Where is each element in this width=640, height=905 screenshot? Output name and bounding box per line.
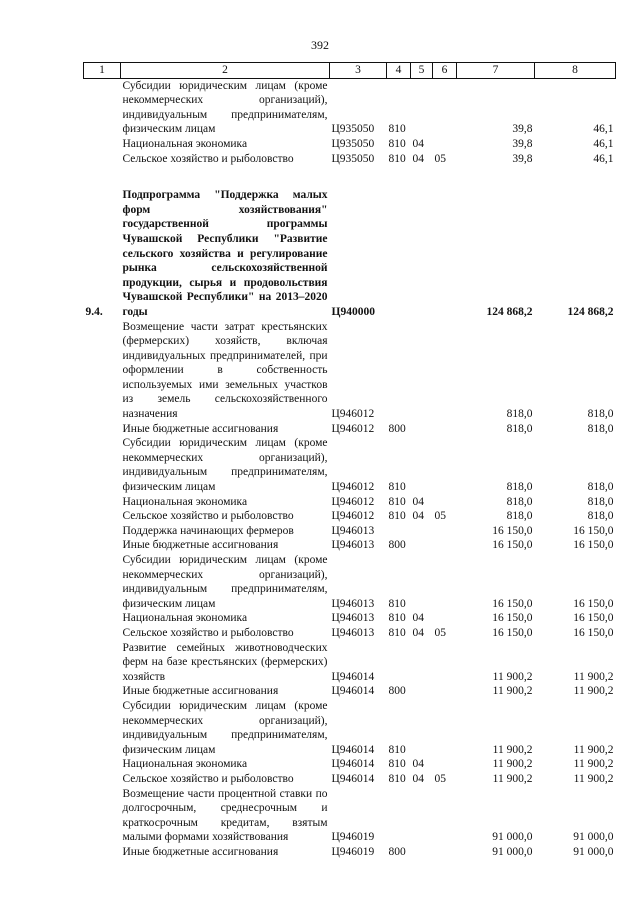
table-row [84, 495, 616, 510]
item-name: Подпрограмма "Поддержка малых форм хозяйствования" государственной программы Чувашской Республики "Развитие сельского хозяйства и регулирование рынка сельскохозяйственной продукции, сырья и продовольствия Чувашской Республики" на 2013–2020 годы [122, 189, 328, 318]
table-row [84, 137, 616, 152]
amount-year-1: 91 000,0 [492, 845, 533, 858]
subsection-code [433, 137, 457, 152]
subsection-code [433, 684, 457, 699]
table-row [84, 509, 616, 524]
column-number-2: 2 [121, 63, 330, 79]
target-article-code: Ц935050 [331, 137, 375, 150]
subsection-code [433, 495, 457, 510]
expense-type-code: 810 [388, 597, 406, 610]
expense-type-code: 810 [388, 137, 406, 150]
item-number [84, 553, 121, 611]
table-row [84, 188, 616, 319]
amount-year-2: 11 900,2 [573, 772, 614, 785]
target-article-code: Ц946014 [331, 685, 375, 698]
section-code [411, 787, 433, 845]
column-number-6: 6 [433, 63, 457, 79]
subsection-code: 05 [434, 772, 446, 785]
subsection-code [433, 699, 457, 757]
column-number-5: 5 [411, 63, 433, 79]
item-name: Субсидии юридическим лицам (кроме некоммерческих организаций), индивидуальным предпринимателям, физическим лицам [122, 79, 328, 136]
amount-year-1: 11 900,2 [492, 685, 533, 698]
amount-year-1: 16 150,0 [492, 597, 533, 610]
item-name: Национальная экономика [122, 758, 248, 771]
subsection-code [433, 553, 457, 611]
subsection-code [433, 524, 457, 539]
amount-year-1: 16 150,0 [492, 612, 533, 625]
item-name: Субсидии юридическим лицам (кроме некоммерческих организаций), индивидуальным предпринимателям, физическим лицам [122, 554, 328, 610]
expense-type-code [387, 188, 411, 319]
amount-year-2: 46,1 [593, 152, 614, 165]
section-code: 04 [412, 152, 424, 165]
subsection-code [433, 78, 457, 137]
budget-table [83, 62, 616, 859]
table-row [84, 78, 616, 137]
target-article-code: Ц935050 [331, 152, 375, 165]
item-name: Развитие семейных животноводческих ферм на базе крестьянских (фермерских) хозяйств [122, 641, 328, 683]
amount-year-2: 16 150,0 [573, 597, 614, 610]
subsection-code: 05 [434, 510, 446, 523]
subsection-code [433, 538, 457, 553]
item-name: Национальная экономика [122, 137, 248, 150]
item-number [84, 436, 121, 494]
item-name: Сельское хозяйство и рыболовство [122, 626, 294, 639]
item-number [84, 626, 121, 641]
amount-year-2: 11 900,2 [573, 685, 614, 698]
item-name: Иные бюджетные ассигнования [122, 422, 279, 435]
expense-type-code: 810 [388, 626, 406, 639]
amount-year-2: 16 150,0 [573, 612, 614, 625]
subsection-code [433, 436, 457, 494]
item-number [84, 684, 121, 699]
target-article-code: Ц946014 [331, 758, 375, 771]
section-code: 04 [412, 772, 424, 785]
table-row [84, 641, 616, 685]
expense-type-code [387, 524, 411, 539]
table-row [84, 772, 616, 787]
section-code [411, 188, 433, 319]
target-article-code: Ц946012 [331, 481, 375, 494]
target-article-code: Ц946014 [331, 670, 375, 683]
amount-year-1: 818,0 [506, 510, 533, 523]
item-name: Возмещение части затрат крестьянских (фермерских) хозяйств, включая индивидуальных предпринимателей, при оформлении в собственность используемых ими земельных участков из земель сельскохозяйственного назначения [122, 320, 328, 421]
section-code [411, 641, 433, 685]
amount-year-1: 124 868,2 [486, 305, 533, 318]
amount-year-1: 16 150,0 [492, 626, 533, 639]
section-code [411, 320, 433, 422]
expense-type-code: 800 [388, 422, 406, 435]
column-number-7: 7 [457, 63, 535, 79]
amount-year-1: 16 150,0 [492, 539, 533, 552]
amount-year-1: 39,8 [512, 123, 533, 136]
item-number [84, 757, 121, 772]
item-number [84, 611, 121, 626]
item-name: Сельское хозяйство и рыболовство [122, 152, 294, 165]
section-code [411, 78, 433, 137]
target-article-code: Ц946013 [331, 612, 375, 625]
expense-type-code: 800 [388, 539, 406, 552]
page-number: 392 [311, 38, 329, 52]
amount-year-2: 818,0 [587, 510, 614, 523]
target-article-code: Ц946013 [331, 626, 375, 639]
expense-type-code: 810 [388, 510, 406, 523]
table-row [84, 553, 616, 611]
expense-type-code: 800 [388, 845, 406, 858]
column-number-3: 3 [330, 63, 387, 79]
subsection-code [433, 188, 457, 319]
amount-year-2: 46,1 [593, 137, 614, 150]
item-name: Субсидии юридическим лицам (кроме некоммерческих организаций), индивидуальным предпринимателям, физическим лицам [122, 699, 328, 756]
target-article-code: Ц946014 [331, 743, 375, 756]
section-code [411, 538, 433, 553]
target-article-code: Ц940000 [331, 305, 375, 318]
target-article-code: Ц946013 [331, 524, 375, 537]
item-number [84, 509, 121, 524]
amount-year-2: 11 900,2 [573, 758, 614, 771]
table-row [84, 320, 616, 422]
item-name: Поддержка начинающих фермеров [122, 524, 294, 537]
table-row [84, 626, 616, 641]
table-row [84, 436, 616, 494]
section-code [411, 553, 433, 611]
amount-year-2: 16 150,0 [573, 626, 614, 639]
expense-type-code [387, 787, 411, 845]
column-number-1: 1 [84, 63, 121, 79]
table-row [84, 787, 616, 845]
table-row [84, 538, 616, 553]
item-number [84, 538, 121, 553]
expense-type-code: 810 [388, 612, 406, 625]
section-code: 04 [412, 137, 424, 150]
expense-type-code: 810 [388, 481, 406, 494]
expense-type-code [387, 641, 411, 685]
item-number [84, 699, 121, 757]
target-article-code: Ц946013 [331, 539, 375, 552]
row-spacer [84, 166, 616, 188]
subsection-code [433, 422, 457, 437]
amount-year-2: 818,0 [587, 408, 614, 421]
item-name: Иные бюджетные ассигнования [122, 845, 279, 858]
subsection-code [433, 320, 457, 422]
item-number [84, 524, 121, 539]
expense-type-code [387, 320, 411, 422]
section-code [411, 422, 433, 437]
target-article-code: Ц946012 [331, 495, 375, 508]
item-name: Национальная экономика [122, 495, 248, 508]
table-row [84, 699, 616, 757]
table-row [84, 152, 616, 167]
item-number [84, 787, 121, 845]
amount-year-1: 818,0 [506, 422, 533, 435]
target-article-code: Ц946012 [331, 510, 375, 523]
amount-year-2: 818,0 [587, 481, 614, 494]
section-code: 04 [412, 612, 424, 625]
subsection-code: 05 [434, 152, 446, 165]
expense-type-code: 810 [388, 772, 406, 785]
amount-year-2: 818,0 [587, 495, 614, 508]
column-number-4: 4 [387, 63, 411, 79]
amount-year-1: 818,0 [506, 481, 533, 494]
amount-year-1: 39,8 [512, 137, 533, 150]
item-name: Иные бюджетные ассигнования [122, 539, 279, 552]
section-code: 04 [412, 510, 424, 523]
item-number [84, 422, 121, 437]
item-number [84, 152, 121, 167]
section-code [411, 436, 433, 494]
spacer-cell [84, 166, 616, 188]
item-name: Национальная экономика [122, 612, 248, 625]
section-code [411, 699, 433, 757]
subsection-code [433, 611, 457, 626]
expense-type-code: 810 [388, 743, 406, 756]
item-number [84, 495, 121, 510]
target-article-code: Ц946012 [331, 408, 375, 421]
amount-year-1: 11 900,2 [492, 758, 533, 771]
table-header [84, 63, 616, 79]
amount-year-1: 11 900,2 [492, 772, 533, 785]
table-row [84, 611, 616, 626]
table-row [84, 845, 616, 860]
amount-year-1: 818,0 [506, 408, 533, 421]
item-number: 9.4. [85, 305, 103, 318]
subsection-code [433, 787, 457, 845]
table-row [84, 684, 616, 699]
target-article-code: Ц946019 [331, 845, 375, 858]
expense-type-code: 800 [388, 685, 406, 698]
item-name: Сельское хозяйство и рыболовство [122, 772, 294, 785]
amount-year-2: 818,0 [587, 422, 614, 435]
subsection-code: 05 [434, 626, 446, 639]
amount-year-1: 11 900,2 [492, 743, 533, 756]
amount-year-1: 91 000,0 [492, 831, 533, 844]
subsection-code [433, 641, 457, 685]
item-number [84, 772, 121, 787]
table-row [84, 422, 616, 437]
item-name: Субсидии юридическим лицам (кроме некоммерческих организаций), индивидуальным предпринимателям, физическим лицам [122, 437, 328, 494]
section-code: 04 [412, 758, 424, 771]
item-name: Иные бюджетные ассигнования [122, 685, 279, 698]
section-code [411, 684, 433, 699]
section-code: 04 [412, 626, 424, 639]
amount-year-2: 91 000,0 [573, 845, 614, 858]
item-number [84, 137, 121, 152]
item-number [84, 641, 121, 685]
subsection-code [433, 845, 457, 860]
section-code [411, 845, 433, 860]
amount-year-2: 11 900,2 [573, 670, 614, 683]
section-code [411, 524, 433, 539]
table-row [84, 757, 616, 772]
amount-year-2: 46,1 [593, 123, 614, 136]
column-number-8: 8 [535, 63, 616, 79]
amount-year-1: 818,0 [506, 495, 533, 508]
item-number [84, 845, 121, 860]
section-code: 04 [412, 495, 424, 508]
item-name: Сельское хозяйство и рыболовство [122, 510, 294, 523]
target-article-code: Ц946019 [331, 831, 375, 844]
target-article-code: Ц946012 [331, 422, 375, 435]
target-article-code: Ц946014 [331, 772, 375, 785]
amount-year-2: 16 150,0 [573, 539, 614, 552]
amount-year-2: 16 150,0 [573, 524, 614, 537]
subsection-code [433, 757, 457, 772]
table-body [84, 78, 616, 859]
expense-type-code: 810 [388, 495, 406, 508]
amount-year-2: 124 868,2 [567, 305, 614, 318]
item-number [84, 78, 121, 137]
item-name: Возмещение части процентной ставки по долгосрочным, среднесрочным и краткосрочным кредитам, взятым малыми формами хозяйствования [122, 787, 328, 844]
expense-type-code: 810 [388, 123, 406, 136]
target-article-code: Ц935050 [331, 123, 375, 136]
expense-type-code: 810 [388, 152, 406, 165]
amount-year-2: 11 900,2 [573, 743, 614, 756]
amount-year-1: 39,8 [512, 152, 533, 165]
item-number [84, 320, 121, 422]
table-row [84, 524, 616, 539]
expense-type-code: 810 [388, 758, 406, 771]
amount-year-1: 11 900,2 [492, 670, 533, 683]
target-article-code: Ц946013 [331, 597, 375, 610]
amount-year-1: 16 150,0 [492, 524, 533, 537]
amount-year-2: 91 000,0 [573, 831, 614, 844]
